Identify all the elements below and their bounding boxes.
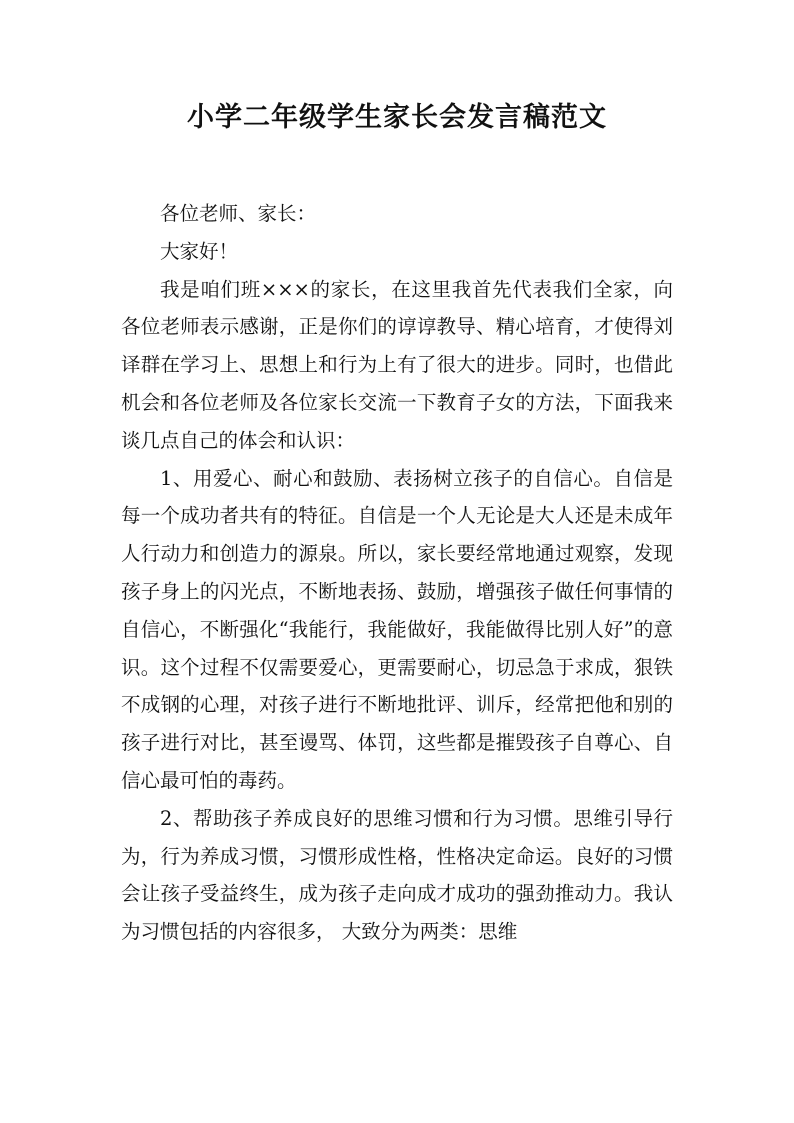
document-body [121,195,673,951]
paragraph-intro: 我是咱们班×××的家长，在这里我首先代表我们全家，向各位老师表示感谢，正是你们的谆谆教导、精心培育，才使得刘译群在学习上、思想上和行为上有了很大的进步。同时，也借此机会和各位老师及各位家长交流一下教育子女的方法，下面我来谈几点自己的体会和认识： [121,277,673,452]
paragraph-point-2: 2、帮助孩子养成良好的思维习惯和行为习惯。思维引导行为，行为养成习惯，习惯形成性格，性格决定命运。良好的习惯会让孩子受益终生，成为孩子走向成才成功的强劲推动力。我认为习惯包括的内容很多， 大致分为两类：思维 [121,806,673,944]
paragraph-point-1: 1、用爱心、耐心和鼓励、表扬树立孩子的自信心。自信是每一个成功者共有的特征。自信是一个人无论是大人还是未成年人行动力和创造力的源泉。所以，家长要经常地通过观察，发现孩子身上的闪光点，不断地表扬、鼓励，增强孩子做任何事情的自信心，不断强化“我能行，我能做好，我能做得比别人好”的意识。这个过程不仅需要爱心，更需要耐心，切忌急于求成，狠铁不成钢的心理，对孩子进行不断地批评、训斥，经常把他和别的孩子进行对比，甚至谩骂、体罚，这些都是摧毁孩子自尊心、自信心最可怕的毒药。 [121,466,673,792]
document-title: 小学二年级学生家长会发言稿范文 [187,102,607,133]
salutation: 各位老师、家长： [160,202,317,225]
greeting: 大家好！ [160,239,239,263]
